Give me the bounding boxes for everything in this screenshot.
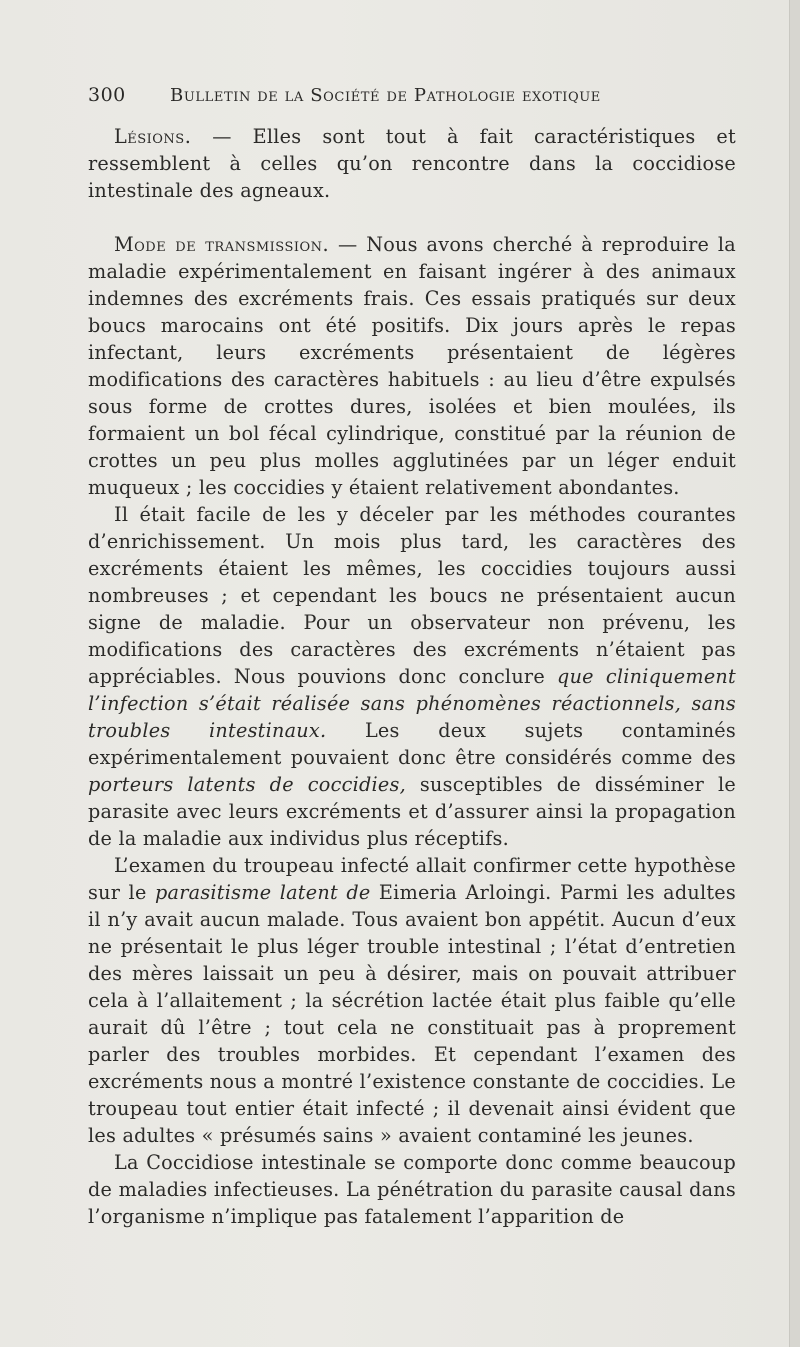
para3-text-2: Les deux sujets contaminés expérimentalement pouvaient donc être considérés comme des bbox=[88, 719, 736, 769]
paragraph-enrichment bbox=[88, 501, 736, 852]
para4-text-2: Eimeria Arloingi. Parmi les adultes il n’y avait aucun malade. Tous avaient bon appétit. Aucun d’eux ne présentait le plus léger trouble intestinal ; l’état d’entretien des mères laissait un peu à désirer, mais on pouvait attribuer cela à l’allaitement ; la sécrétion lactée était plus faible qu’elle aurait dû l’être ; tout cela ne constituait pas à proprement parler des troubles morbides. Et cependant l’examen des excréments nous a montré l’existence constante de coccidies. Le troupeau tout entier était infecté ; il devenait ainsi évident que les adultes « présumés sains » avaient contaminé les jeunes. bbox=[88, 881, 737, 1147]
journal-title: Bulletin de la Société de Pathologie exotique bbox=[170, 85, 601, 106]
section-heading-transmission: Mode de transmission. bbox=[114, 233, 330, 256]
page-edge bbox=[789, 0, 800, 1347]
paragraph-herd-examination bbox=[88, 852, 736, 1149]
para5-text: La Coccidiose intestinale se comporte donc comme beaucoup de maladies infectieuses. La pénétration du parasite causal dans l’organisme n’implique pas fatalement l’apparition de bbox=[88, 1151, 736, 1228]
transmission-text: — Nous avons cherché à reproduire la maladie expérimentalement en faisant ingérer à des animaux indemnes des excréments frais. Ces essais pratiqués sur deux boucs marocains ont été positifs. Dix jours après le repas infectant, leurs excréments présentaient de légères modifications des caractères habituels : au lieu d’être expulsés sous forme de crottes dures, isolées et bien moulées, ils formaient un bol fécal cylindrique, constitué par la réunion de crottes un peu plus molles agglutinées par un léger enduit muqueux ; les coccidies y étaient relativement abondantes. bbox=[88, 233, 736, 499]
para4-text-1: L’examen du troupeau infecté allait confirmer cette hypothèse sur le bbox=[88, 854, 736, 904]
paragraph-lesions bbox=[88, 123, 736, 204]
running-head bbox=[88, 80, 738, 110]
para3-text-1: Il était facile de les y déceler par les méthodes courantes d’enrichissement. Un mois plus tard, les caractères des excréments étaient les mêmes, les coccidies toujours aussi nombreuses ; et cependant les boucs ne présentaient aucun signe de maladie. Pour un observateur non prévenu, les modifications des caractères des excréments n’étaient pas appréciables. Nous pouvions donc conclure bbox=[88, 503, 736, 688]
section-heading-lesions: Lésions. bbox=[114, 125, 192, 148]
para3-italic-1: que cliniquement l’infection s’était réalisée sans phénomènes réactionnels, sans troubles intestinaux. bbox=[88, 665, 736, 742]
lesions-text: — Elles sont tout à fait caractéristiques et ressemblent à celles qu’on rencontre dans la coccidiose intestinale des agneaux. bbox=[88, 125, 736, 202]
page-number: 300 bbox=[88, 84, 126, 106]
paragraph-coccidiosis bbox=[88, 1149, 736, 1230]
para3-text-3: susceptibles de disséminer le parasite avec leurs excréments et d’assurer ainsi la propagation de la maladie aux individus plus réceptifs. bbox=[88, 773, 736, 850]
para4-italic-1: parasitisme latent de bbox=[154, 881, 371, 904]
para3-italic-2: porteurs latents de coccidies, bbox=[88, 773, 406, 796]
body-text bbox=[88, 123, 736, 1230]
paragraph-transmission bbox=[88, 231, 736, 501]
